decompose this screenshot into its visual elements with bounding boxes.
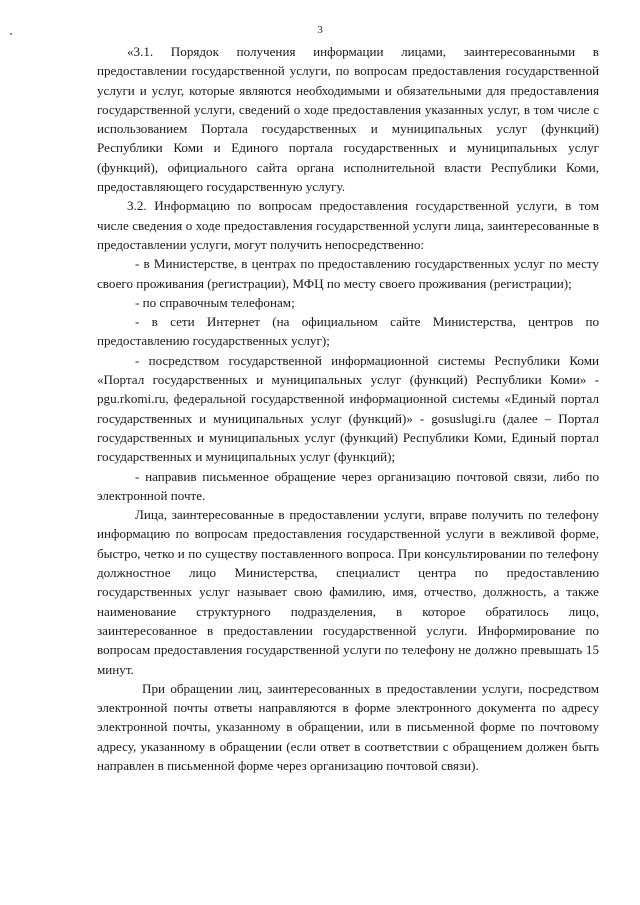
list-item-internet: - в сети Интернет (на официальном сайте Министерства, центров по предоставлению государственных услуг); bbox=[97, 314, 599, 349]
list-item-ministry: - в Министерстве, в центрах по предоставлению государственных услуг по месту своего проживания (регистрации), МФЦ по месту своего проживания (регистрации); bbox=[97, 256, 599, 291]
list-item-portal: - посредством государственной информационной системы Республики Коми «Портал государственных и муниципальных услуг (функций) Республики Коми» - pgu.rkomi.ru, федеральной государственной информационной системы «Единый портал государственных и муниципальных услуг (функций)» - gosuslugi.ru (далее – Портал государственных и муниципальных услуг (функций) Республики Коми, Единый портал государственных и муниципальных услуг (функций); bbox=[97, 352, 599, 465]
document-body bbox=[97, 42, 599, 775]
paragraph-3-1: «3.1. Порядок получения информации лицами, заинтересованными в предоставлении государственной услуги, по вопросам предоставления государственной услуги и услуг, которые являются необходимыми и обязательными для предоставления государственной услуги, сведений о ходе предоставления указанных услуг, в том числе с использованием Портала государственных и муниципальных услуг (функций) Республики Коми и Единого портала государственных и муниципальных услуг (функций), официального сайта органа исполнительной власти Республики Коми, предоставляющего государственную услугу. bbox=[97, 44, 599, 195]
scan-artifact-dot bbox=[10, 33, 12, 35]
list-item-mail: - направив письменное обращение через организацию почтовой связи, либо по электронной почте. bbox=[97, 468, 599, 503]
page-number: 3 bbox=[317, 24, 323, 36]
list-item-phone: - по справочным телефонам; bbox=[135, 294, 295, 310]
paragraph-email-requests: При обращении лиц, заинтересованных в предоставлении услуги, посредством электронной почты ответы направляются в форме электронного документа по адресу электронной почты, указанному в обращении, или в письменной форме по почтовому адресу, указанному в обращении (если ответ в соответствии с обращением должен быть направлен в письменной форме через организацию почтовой связи). bbox=[97, 680, 599, 773]
paragraph-phone-consulting: Лица, заинтересованные в предоставлении услуги, вправе получить по телефону информацию по вопросам предоставления государственной услуги в вежливой форме, быстро, четко и по существу поставленного вопроса. При консультировании по телефону должностное лицо Министерства, специалист центра по предоставлению государственных услуг называет свою фамилию, имя, отчество, должность, а также наименование структурного подразделения, в которое обратилось лицо, заинтересованное в предоставлении государственной услуги. Информирование по вопросам предоставления государственной услуги по телефону не должно превышать 15 минут. bbox=[97, 507, 599, 677]
paragraph-3-2: 3.2. Информацию по вопросам предоставления государственной услуги, в том числе сведения о ходе предоставления государственной услуги лица, заинтересованные в предоставлении услуги, могут получить непосредственно: bbox=[97, 198, 599, 252]
